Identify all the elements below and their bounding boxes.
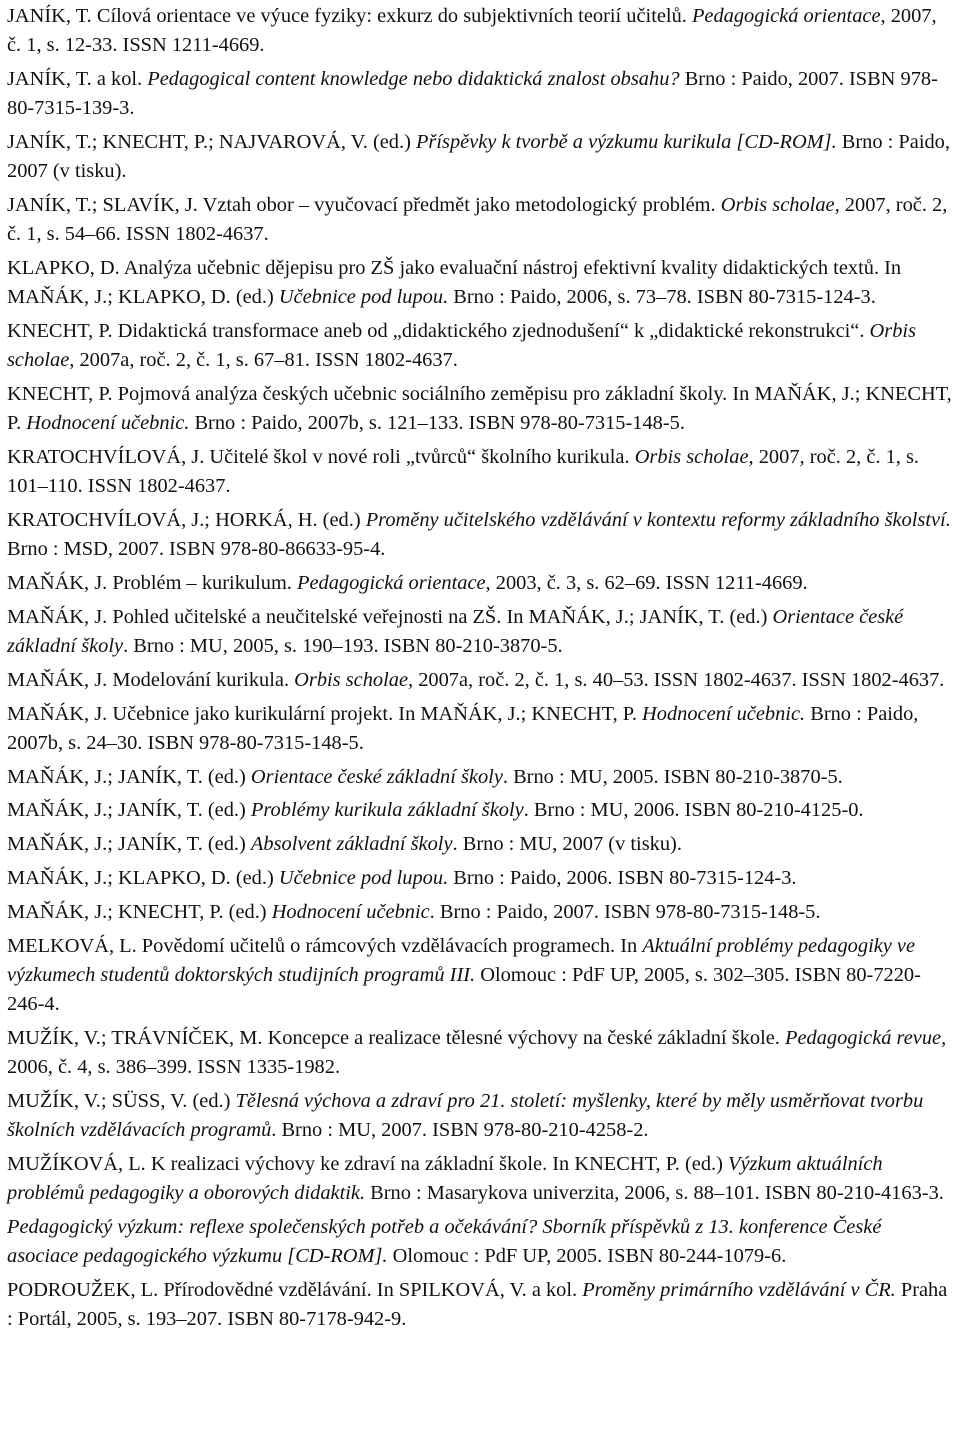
reference-text: Brno : Paido, 2006, s. 73–78. ISBN 80-7315-124-3. <box>448 286 876 309</box>
reference-text: MAŇÁK, J. Problém – kurikulum. <box>7 572 297 594</box>
reference-entry <box>7 128 952 186</box>
reference-text: Brno : Masarykova univerzita, 2006, s. 88–101. ISBN 80-210-4163-3. <box>365 1181 944 1204</box>
reference-text: KRATOCHVÍLOVÁ, J. Učitelé škol v nové roli „tvůrců“ školního kurikula. <box>7 446 635 468</box>
reference-entry <box>7 2 952 60</box>
reference-entry <box>7 380 952 438</box>
reference-entry <box>7 932 952 1020</box>
reference-entry <box>7 864 952 893</box>
reference-text: 2007, roč. 2, č. 1, s. 54–66. ISSN 1802-4637. <box>7 194 948 246</box>
reference-text: MAŇÁK, J.; JANÍK, T. (ed.) <box>7 765 251 788</box>
reference-title-italic: Příspěvky k tvorbě a výzkumu kurikula [CD-ROM]. <box>415 131 837 153</box>
reference-title-italic: Proměny primárního vzdělávání v ČR. <box>582 1278 896 1301</box>
reference-entry <box>7 603 952 661</box>
reference-text: , 2003, č. 3, s. 62–69. ISSN 1211-4669. <box>485 572 808 594</box>
reference-entry <box>7 191 952 249</box>
reference-text: MAŇÁK, J.; KNECHT, P. (ed.) <box>7 900 272 923</box>
reference-entry <box>7 700 952 758</box>
reference-text: MAŇÁK, J. Pohled učitelské a neučitelské veřejnosti na ZŠ. In MAŇÁK, J.; JANÍK, T. (ed.) <box>7 605 773 628</box>
reference-text: Brno : MSD, 2007. ISBN 978-80-86633-95-4. <box>7 538 386 561</box>
reference-text: MAŇÁK, J.; JANÍK, T. (ed.) <box>7 833 251 856</box>
reference-text: PODROUŽEK, L. Přírodovědné vzdělávání. In SPILKOVÁ, V. a kol. <box>7 1278 583 1301</box>
reference-entry <box>7 1087 952 1145</box>
reference-title-italic: Orbis scholae, <box>294 668 414 691</box>
reference-text: Olomouc : PdF UP, 2005. ISBN 80-244-1079-6. <box>387 1244 787 1267</box>
reference-entry <box>7 443 952 501</box>
reference-title-italic: Hodnocení učebnic. <box>26 412 190 435</box>
reference-entry <box>7 796 952 825</box>
reference-text: Brno : Paido, 2007b, s. 121–133. ISBN 978-80-7315-148-5. <box>189 412 685 435</box>
reference-title-italic: Orbis scholae, <box>720 194 840 216</box>
reference-title-italic: Proměny učitelského vzdělávání v kontextu reformy základního školství. <box>365 509 951 531</box>
reference-title-italic: Pedagogická revue, <box>785 1026 947 1049</box>
reference-entry <box>7 254 952 312</box>
reference-text: MUŽÍK, V.; SÜSS, V. (ed.) <box>7 1089 236 1112</box>
reference-text: . Brno : MU, 2006. ISBN 80-210-4125-0. <box>523 799 864 822</box>
reference-title-italic: Hodnocení učebnic <box>271 900 430 923</box>
reference-text: JANÍK, T. a kol. <box>7 68 148 90</box>
reference-text: Olomouc : PdF UP, 2005, s. 302–305. ISBN 80-7220-246-4. <box>7 963 921 1015</box>
reference-entry <box>7 1213 952 1271</box>
reference-entry <box>7 666 952 695</box>
reference-title-italic: Absolvent základní školy <box>250 833 453 856</box>
reference-entry <box>7 569 952 598</box>
reference-list <box>7 2 952 1334</box>
reference-entry <box>7 830 952 859</box>
reference-title-italic: Tělesná výchova a zdraví pro 21. století: myšlenky, které by měly usměrňovat tvorbu školních vzdělávacích programů <box>7 1089 924 1141</box>
reference-text: JANÍK, T. Cílová orientace ve výuce fyziky: exkurz do subjektivních teorií učitelů. <box>7 5 692 27</box>
reference-title-italic: Aktuální problémy pedagogiky ve výzkumech studentů doktorských studijních programů III. <box>7 934 916 986</box>
reference-text: KLAPKO, D. Analýza učebnic dějepisu pro ZŠ jako evaluační nástroj efektivní kvality didaktických textů. In MAŇÁK, J.; KLAPKO, D. (ed.) <box>7 257 902 309</box>
reference-title-italic: Pedagogická orientace <box>691 5 881 27</box>
reference-text: MAŇÁK, J. Modelování kurikula. <box>7 668 295 691</box>
reference-text: , 2007, č. 1, s. 12-33. ISSN 1211-4669. <box>7 5 937 57</box>
reference-text: Praha : Portál, 2005, s. 193–207. ISBN 80-7178-942-9. <box>7 1278 948 1330</box>
reference-title-italic: Pedagogická orientace <box>297 572 486 594</box>
reference-text: . Brno : MU, 2007 (v tisku). <box>452 833 682 856</box>
reference-text: . Brno : MU, 2005, s. 190–193. ISBN 80-210-3870-5. <box>123 635 563 657</box>
reference-text: Brno : Paido, 2007b, s. 24–30. ISBN 978-80-7315-148-5. <box>7 702 919 754</box>
reference-title-italic: Orientace české základní školy <box>250 765 503 788</box>
reference-entry <box>7 898 952 927</box>
reference-entry <box>7 763 952 792</box>
reference-text: KNECHT, P. Pojmová analýza českých učebnic sociálního zeměpisu pro základní školy. In MAŇÁK, J.; KNECHT, P. <box>7 383 952 435</box>
reference-text: 2007a, roč. 2, č. 1, s. 67–81. ISSN 1802-4637. <box>74 349 458 372</box>
reference-title-italic: Výzkum aktuálních problémů pedagogiky a oborových didaktik. <box>7 1152 883 1204</box>
reference-title-italic: Učebnice pod lupou. <box>278 866 449 889</box>
reference-text: . Brno : MU, 2007. ISBN 978-80-210-4258-2. <box>271 1118 649 1141</box>
reference-entry <box>7 1150 952 1208</box>
reference-entry <box>7 317 952 375</box>
reference-entry <box>7 65 952 123</box>
reference-entry <box>7 1024 952 1082</box>
reference-text: MELKOVÁ, L. Povědomí učitelů o rámcových vzdělávacích programech. In <box>7 934 643 957</box>
reference-entry <box>7 1276 952 1334</box>
reference-entry <box>7 506 952 564</box>
reference-title-italic: Učebnice pod lupou. <box>278 286 449 309</box>
reference-text: MAŇÁK, J.; JANÍK, T. (ed.) <box>7 799 251 822</box>
reference-text: MAŇÁK, J. Učebnice jako kurikulární projekt. In MAŇÁK, J.; KNECHT, P. <box>7 702 643 725</box>
reference-text: Brno : Paido, 2006. ISBN 80-7315-124-3. <box>448 866 797 889</box>
reference-text: MAŇÁK, J.; KLAPKO, D. (ed.) <box>7 866 279 889</box>
reference-title-italic: Orientace české základní školy <box>7 605 904 657</box>
reference-text: 2006, č. 4, s. 386–399. ISSN 1335-1982. <box>7 1055 341 1078</box>
reference-title-italic: Hodnocení učebnic. <box>642 702 806 725</box>
reference-title-italic: Orbis scholae, <box>7 320 917 372</box>
reference-text: JANÍK, T.; SLAVÍK, J. Vztah obor – vyučovací předmět jako metodologický problém. <box>7 194 721 216</box>
reference-text: JANÍK, T.; KNECHT, P.; NAJVAROVÁ, V. (ed.) <box>7 131 416 153</box>
reference-title-italic: Problémy kurikula základní školy <box>250 799 524 822</box>
reference-text: . Brno : MU, 2005. ISBN 80-210-3870-5. <box>502 765 843 788</box>
reference-text: MUŽÍKOVÁ, L. K realizaci výchovy ke zdraví na základní škole. In KNECHT, P. (ed.) <box>7 1152 729 1175</box>
reference-text: 2007a, roč. 2, č. 1, s. 40–53. ISSN 1802-4637. ISSN 1802-4637. <box>413 668 945 691</box>
reference-text: KNECHT, P. Didaktická transformace aneb od „didaktického zjednodušení“ k „didaktické rekonstrukci“. <box>7 320 870 342</box>
reference-text: KRATOCHVÍLOVÁ, J.; HORKÁ, H. (ed.) <box>7 509 366 531</box>
reference-title-italic: Pedagogický výzkum: reflexe společenských potřeb a očekávání? Sborník příspěvků z 13. konference České asociace pedagogického výzkumu [CD-ROM]. <box>7 1215 882 1267</box>
reference-title-italic: Orbis scholae, <box>634 446 754 468</box>
reference-title-italic: Pedagogical content knowledge nebo didaktická znalost obsahu? <box>147 68 680 90</box>
reference-text: MUŽÍK, V.; TRÁVNÍČEK, M. Koncepce a realizace tělesné výchovy na české základní škole. <box>7 1026 785 1049</box>
reference-text: Brno : Paido, 2007 (v tisku). <box>7 131 950 183</box>
reference-text: . Brno : Paido, 2007. ISBN 978-80-7315-148-5. <box>429 900 821 923</box>
reference-text: 2007, roč. 2, č. 1, s. 101–110. ISSN 1802-4637. <box>7 446 920 498</box>
reference-text: Brno : Paido, 2007. ISBN 978-80-7315-139-3. <box>7 68 938 120</box>
